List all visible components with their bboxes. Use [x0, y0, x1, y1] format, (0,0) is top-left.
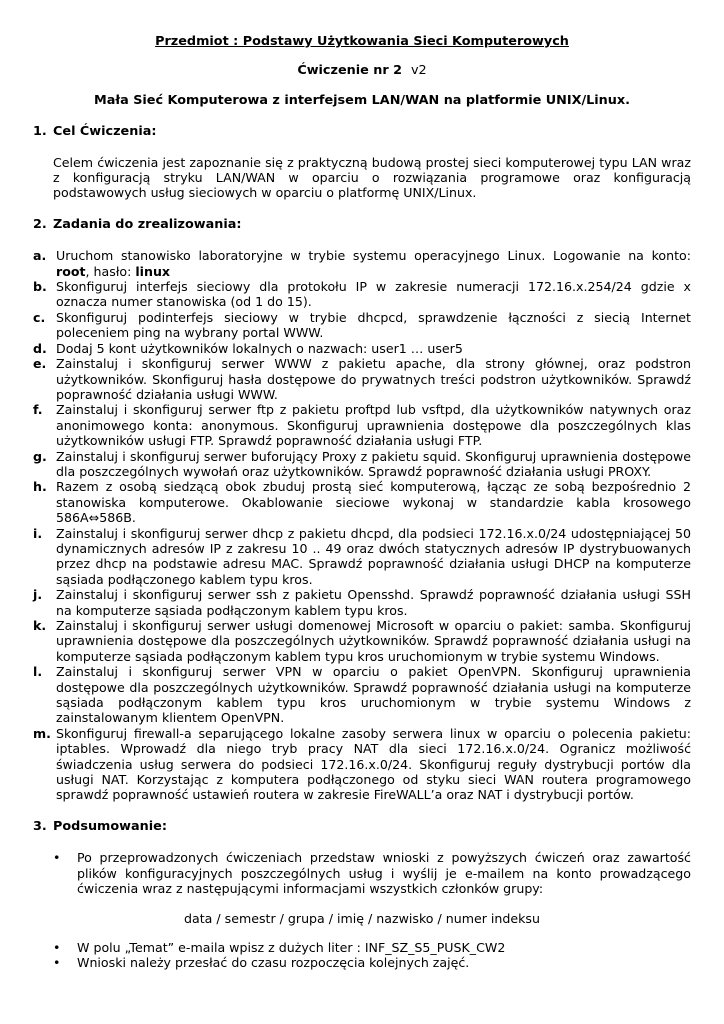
- summary-list: [33, 940, 691, 971]
- task-text: Skonfiguruj firewall-a separującego lokalne zasoby serwera linux w oparciu o polecenia pakietu: iptables. Wprowadź dla niego tryb pracy NAT dla sieci 172.16.x.0/24. Ogranicz możliwość świadczenia usług serwera do podsieci 172.16.x.0/24. Skonfiguruj reguły dystrybucji portów dla usługi NAT. Korzystając z komputera podłączonego od styku sieci WAN routera programowego sprawdź poprawność ustawień routera w zakresie FireWALL’a oraz NAT i dystrybucji portów.: [56, 725, 691, 803]
- task-text: Skonfiguruj podinterfejs sieciowy w trybie dhcpcd, sprawdzenie łączności z siecią Internet poleceniem ping na wybrany portal WWW.: [56, 309, 691, 341]
- task-text: Zainstaluj i skonfiguruj serwer WWW z pakietu apache, dla strony głównej, oraz podstron użytkowników. Skonfiguruj hasła dostępowe do prywatnych treści podstron użytkowników. Sprawdź poprawność działania usługi WWW.: [56, 356, 691, 402]
- task-text: Zainstaluj i skonfiguruj serwer ftp z pakietu proftpd lub vsftpd, dla użytkowników natywnych oraz anonimowego konta: anonymous. Skonfiguruj uprawnienia dostępowe dla poszczególnych klas użytkowników usługi FTP. Sprawdź poprawność działania usługi FTP.: [56, 402, 691, 449]
- task-list: [33, 248, 691, 803]
- section-number: 2.: [33, 216, 47, 232]
- task-text: Zainstaluj i skonfiguruj serwer VPN w oparciu o pakiet OpenVPN. Skonfiguruj uprawnienia dostępowe dla poszczególnych użytkowników. Sprawdź poprawność działania usługi na komputerze sąsiada podłączonym kablem typu kros uruchomionym w trybie systemu Windows z zainstalowanym klientem OpenVPN.: [56, 664, 691, 726]
- task-text: Zainstaluj i skonfiguruj serwer ssh z pakietu Opensshd. Sprawdź poprawność działania usługi SSH na komputerze sąsiada podłączonym kablem typu kros.: [56, 587, 691, 618]
- task-label: d.: [33, 340, 47, 356]
- bullet-icon: •: [53, 850, 61, 866]
- task-label: j.: [33, 587, 43, 603]
- summary-text: Po przeprowadzonych ćwiczeniach przedstaw wnioski z powyższych ćwiczeń oraz zawartość plików konfiguracyjnych poszczególnych usług i wyślij je e-mailem na konto prowadzącego ćwiczenia wraz z następującymi informacjami wszystkich członków grupy:: [77, 850, 691, 897]
- task-label: h.: [33, 479, 47, 495]
- task-text: Zainstaluj i skonfiguruj serwer dhcp z pakietu dhcpd, dla podsieci 172.16.x.0/24 udostępniającej 50 dynamicznych adresów IP z zakresu 10 .. 49 oraz dwóch statycznych adresów IP dystrybuowanych przez dhcp na podstawie adresu MAC. Sprawdź poprawność działania usługi DHCP na komputerze sąsiada podłączonego kablem typu kros.: [56, 525, 691, 587]
- section-title: Zadania do zrealizowania:: [53, 216, 242, 232]
- task-label: g.: [33, 448, 47, 464]
- task-item: [33, 279, 691, 310]
- login-name: root: [56, 263, 86, 279]
- task-item: [33, 248, 691, 279]
- task-label: m.: [33, 725, 51, 741]
- task-item: [33, 526, 691, 588]
- task-text-part: Uruchom stanowisko laboratoryjne w trybie systemu operacyjnego Linux. Logowanie na konto:: [56, 248, 691, 264]
- task-text: Zainstaluj i skonfiguruj serwer usługi domenowej Microsoft w oparciu o pakiet: samba. Skonfiguruj uprawnienia dostępowe dla poszczególnych użytkowników. Sprawdź poprawność działania usługi na komputerze sąsiada podłączonym kablem typu kros uruchomionym w trybie systemu Windows.: [56, 618, 691, 664]
- exercise-subtitle: Mała Sieć Komputerowa z interfejsem LAN/WAN na platformie UNIX/Linux.: [93, 92, 630, 108]
- summary-item: [33, 955, 691, 970]
- task-text-part: , hasło:: [85, 263, 136, 279]
- task-label: b.: [33, 279, 47, 295]
- section-summary-heading: [33, 819, 691, 834]
- task-text: Zainstaluj i skonfiguruj serwer buforujący Proxy z pakietu squid. Skonfiguruj uprawnienia dostępowe dla poszczególnych wywołań oraz użytkowników. Sprawdź poprawność działania usługi PROXY.: [56, 448, 691, 479]
- task-item: [33, 341, 691, 356]
- task-text: [56, 248, 691, 279]
- task-item: [33, 618, 691, 664]
- login-password: linux: [135, 263, 171, 279]
- summary-item: [33, 850, 691, 896]
- section-title: Podsumowanie:: [53, 818, 167, 834]
- bullet-icon: •: [53, 939, 61, 955]
- task-item: [33, 402, 691, 448]
- task-label: i.: [33, 525, 43, 541]
- section-number: 1.: [33, 124, 47, 140]
- task-label: c.: [33, 309, 46, 325]
- summary-text: W polu „Temat” e-maila wpisz z dużych liter : INF_SZ_S5_PUSK_CW2: [77, 939, 506, 955]
- task-text: Skonfiguruj interfejs sieciowy dla protokołu IP w zakresie numeracji 172.16.x.254/24 gdzie x oznacza numer stanowiska (od 1 do 15).: [56, 279, 691, 310]
- task-item: [33, 356, 691, 402]
- exercise-number: Ćwiczenie nr 2: [297, 63, 403, 79]
- section-tasks-heading: [33, 217, 691, 232]
- task-item: [33, 664, 691, 726]
- task-text: Razem z osobą siedzącą obok zbuduj prostą sieć komputerową, łącząc ze sobą bezpośrednio 2 stanowiska komputerowe. Okablowanie sieciowe wykonaj w standardzie kabla krosowego 586A⇔586B.: [56, 479, 691, 526]
- summary-item: [33, 940, 691, 955]
- section-goal-heading: [33, 124, 691, 139]
- course-title: Przedmiot : Podstawy Użytkowania Sieci Komputerowych: [155, 34, 569, 49]
- task-item: [33, 449, 691, 480]
- task-label: f.: [33, 402, 43, 418]
- goal-paragraph: Celem ćwiczenia jest zapoznanie się z praktyczną budową prostej sieci komputerowej typu LAN wraz z konfiguracją stryku LAN/WAN w oparciu o rozwiązania programowe oraz konfiguracją podstawowych usług sieciowych w oparciu o platformę UNIX/Linux.: [53, 154, 691, 201]
- task-item: [33, 587, 691, 618]
- task-item: [33, 479, 691, 525]
- task-item: [33, 310, 691, 341]
- task-item: [33, 726, 691, 803]
- task-label: l.: [33, 664, 43, 680]
- task-label: k.: [33, 618, 47, 633]
- exercise-version: v2: [410, 63, 427, 79]
- section-number: 3.: [33, 818, 47, 834]
- document-page: [33, 34, 691, 971]
- summary-list: [33, 850, 691, 896]
- task-label: a.: [33, 248, 47, 264]
- task-text: Dodaj 5 kont użytkowników lokalnych o nazwach: user1 … user5: [56, 340, 463, 356]
- bullet-icon: •: [53, 955, 61, 971]
- exercise-heading: [33, 63, 691, 78]
- summary-text: Wnioski należy przesłać do czasu rozpoczęcia kolejnych zajęć.: [77, 955, 470, 971]
- task-label: e.: [33, 356, 47, 372]
- required-fields: data / semestr / grupa / imię / nazwisko / numer indeksu: [184, 910, 540, 926]
- section-title: Cel Ćwiczenia:: [53, 124, 157, 140]
